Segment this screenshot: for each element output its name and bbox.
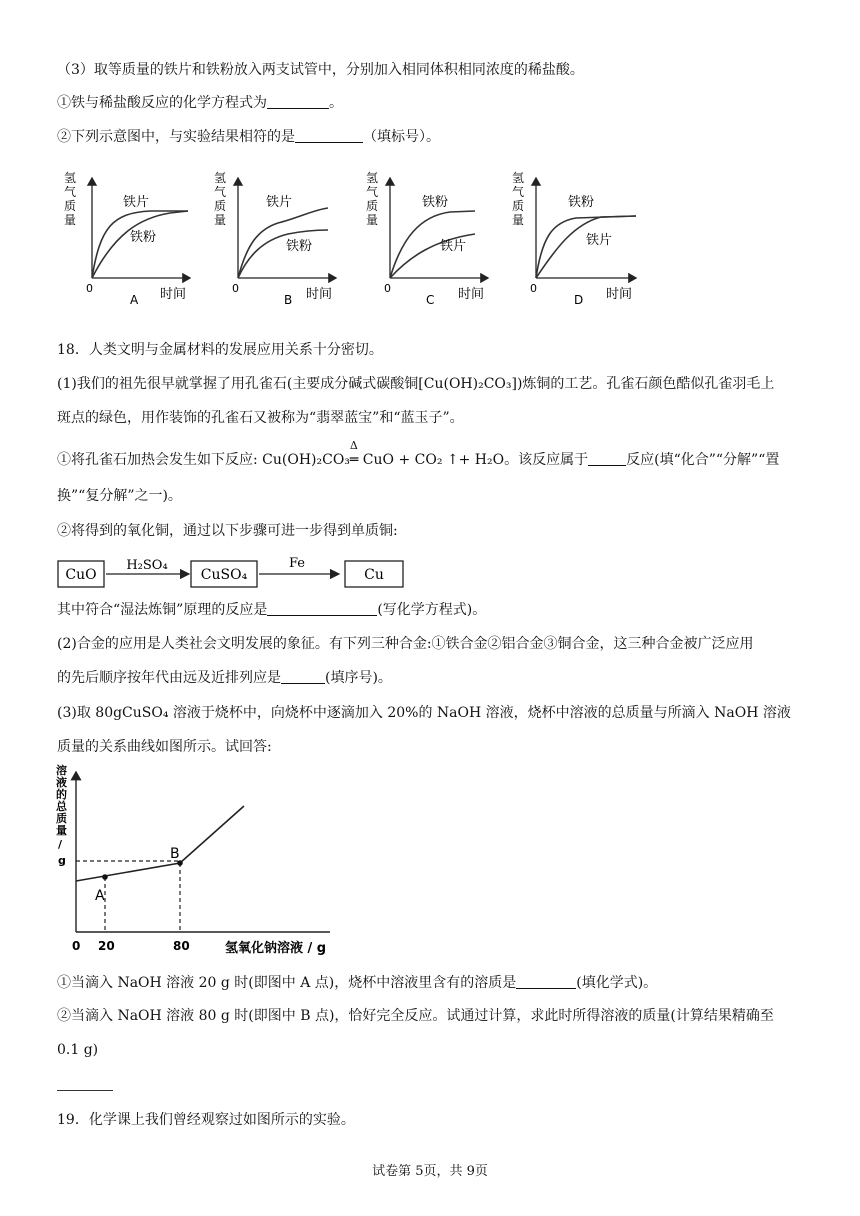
xlabel: 时间 [606,287,633,302]
q18-p2-line1: (2)合金的应用是人类社会文明发展的象征。有下列三种合金:①铁合金②铝合金③铜合金，这三种合金被广泛应用 [57,636,754,652]
flow-diagram [57,557,417,591]
label-top: 铁片 [266,195,293,210]
label-top: 铁粉 [568,195,595,210]
delta-symbol: Δ [349,439,358,452]
chart-panel-a [64,171,190,307]
ylabel-1: 氢 [64,171,77,185]
reaction-type-prompt: 反应(填“化合”“分解”“置 [626,452,780,468]
ylabel-2: 气 [214,185,227,199]
chart-panel-d [512,171,636,307]
curve-iron-powder [238,230,328,278]
x-axis-label: 氢氧化钠溶液 / g [225,941,327,956]
ylabel-char: 溶 [56,764,67,777]
q18-qa [57,973,657,993]
xlabel: 时间 [458,287,485,302]
small-charts [60,168,700,316]
qa-text: ①当滴入 NaOH 溶液 20 g 时(即图中 A 点)，烧杯中溶液里含有的溶质是 [57,975,517,991]
q19-title: 19．化学课上我们曾经观察过如图所示的实验。 [57,1112,355,1128]
x-tick-0: 0 [72,939,81,953]
point-a-label: A [95,888,105,904]
ylabel-1: 氢 [366,171,379,185]
p2-text: 的先后顺序按年代由远及近排列应是 [57,670,281,686]
separator-line [57,1090,113,1091]
label-top: 铁片 [123,195,150,210]
point-b-label: B [170,846,180,862]
label-bottom: 铁片 [440,239,467,254]
ylabel-4: 量 [64,213,77,227]
mass-curve [76,806,244,881]
origin: 0 [86,282,93,295]
q18-p1-line1: (1)我们的祖先很早就掌握了用孔雀石(主要成分碱式碳酸铜[Cu(OH)₂CO₃])炼铜的工艺。孔雀石颜色酷似孔雀羽毛上 [57,376,775,392]
q18-reaction1 [57,439,780,470]
answer-blank[interactable] [588,451,626,466]
qa-end: (填化学式)。 [576,975,658,991]
q18-p1-line2: 斑点的绿色，用作装饰的孔雀石又被称为“翡翠蓝宝”和“蓝玉子”。 [57,410,464,426]
label-bottom: 铁片 [586,233,613,248]
q18-r3 [57,600,486,620]
reaction-products: CuO + CO₂ ↑+ H₂O。该反应属于 [358,452,589,468]
ylabel-char: 的 [56,788,67,801]
origin: 0 [384,282,391,295]
origin: 0 [232,282,239,295]
ylabel-4: 量 [366,213,379,227]
panel-letter: B [284,293,293,307]
mass-chart [50,762,350,962]
ylabel-2: 气 [512,185,525,199]
q17-intro: （3）取等质量的铁片和铁粉放入两支试管中，分别加入相同体积相同浓度的稀盐酸。 [57,62,584,78]
q17-item2-end: （填标号）。 [363,129,440,145]
ylabel-2: 气 [366,185,379,199]
q18-qb-line2: 0.1 g) [57,1042,99,1058]
q18-p2-line2 [57,668,392,688]
panel-letter: D [574,293,584,307]
answer-blank[interactable] [267,601,377,616]
panel-letter: C [426,293,435,307]
q18-title: 18．人类文明与金属材料的发展应用关系十分密切。 [57,342,383,358]
q18-qb-line1: ②当滴入 NaOH 溶液 80 g 时(即图中 B 点)，恰好完全反应。试通过计算，求此时所得溶液的质量(计算结果精确至 [57,1008,774,1024]
r3-end: (写化学方程式)。 [377,602,487,618]
curve-iron-sheet [238,208,328,278]
label-bottom: 铁粉 [130,230,157,245]
q17-item2 [57,127,440,147]
label-bottom: 铁粉 [286,239,313,254]
xlabel: 时间 [160,287,187,302]
x-tick-20: 20 [98,939,115,953]
ylabel-char: 总 [56,800,67,813]
q17-item1-end: 。 [329,95,343,111]
r3-text: 其中符合“湿法炼铜”原理的反应是 [57,602,268,618]
ylabel-4: 量 [214,213,227,227]
chart-panel-b [214,171,336,307]
ylabel-char: 液 [56,776,67,789]
x-tick-80: 80 [173,939,190,953]
arrow-2-label: Fe [288,557,306,571]
ylabel-3: 质 [64,199,77,213]
point-a [102,874,108,880]
ylabel-char: / [58,838,63,851]
heat-condition [349,439,359,470]
box-cuo-label: CuO [65,567,97,583]
q17-item1 [57,93,343,113]
panel-letter: A [130,293,139,307]
box-cu-label: Cu [364,567,384,583]
q18-p3-line1: (3)取 80gCuSO₄ 溶液于烧杯中，向烧杯中逐滴加入 20%的 NaOH 溶液，烧杯中溶液的总质量与所滴入 NaOH 溶液 [57,705,791,721]
xlabel: 时间 [306,287,333,302]
box-cuso4-label: CuSO₄ [200,567,248,583]
origin: 0 [530,282,537,295]
ylabel-4: 量 [512,213,525,227]
ylabel-3: 质 [214,199,227,213]
answer-blank[interactable] [516,974,576,989]
equals-sign: ═ [349,452,359,468]
ylabel-char: g [58,854,66,867]
answer-blank[interactable] [295,128,363,143]
ylabel-char: 质 [56,812,67,825]
answer-blank[interactable] [267,94,329,109]
p2-end: (填序号)。 [325,670,392,686]
y-axis-label [56,763,68,867]
q18-reaction1-line2: 换”“复分解”之一)。 [57,488,182,504]
q17-item1-text: ①铁与稀盐酸反应的化学方程式为 [57,95,267,111]
chart-panel-c [366,171,488,307]
ylabel-3: 质 [512,199,525,213]
q17-item2-text: ②下列示意图中，与实验结果相符的是 [57,129,295,145]
reaction-reactant: ①将孔雀石加热会发生如下反应: Cu(OH)₂CO₃ [57,452,350,468]
answer-blank[interactable] [281,669,325,684]
ylabel-1: 氢 [214,171,227,185]
q18-r2: ②将得到的氧化铜，通过以下步骤可进一步得到单质铜: [57,523,398,539]
q18-p3-line2: 质量的关系曲线如图所示。试回答: [57,739,272,755]
ylabel-3: 质 [366,199,379,213]
ylabel-1: 氢 [512,171,525,185]
label-top: 铁粉 [422,195,449,210]
ylabel-char: 量 [56,824,67,837]
ylabel-2: 气 [64,185,77,199]
page-footer: 试卷第 5页，共 9页 [372,1164,488,1179]
arrow-1-label: H₂SO₄ [126,558,168,573]
